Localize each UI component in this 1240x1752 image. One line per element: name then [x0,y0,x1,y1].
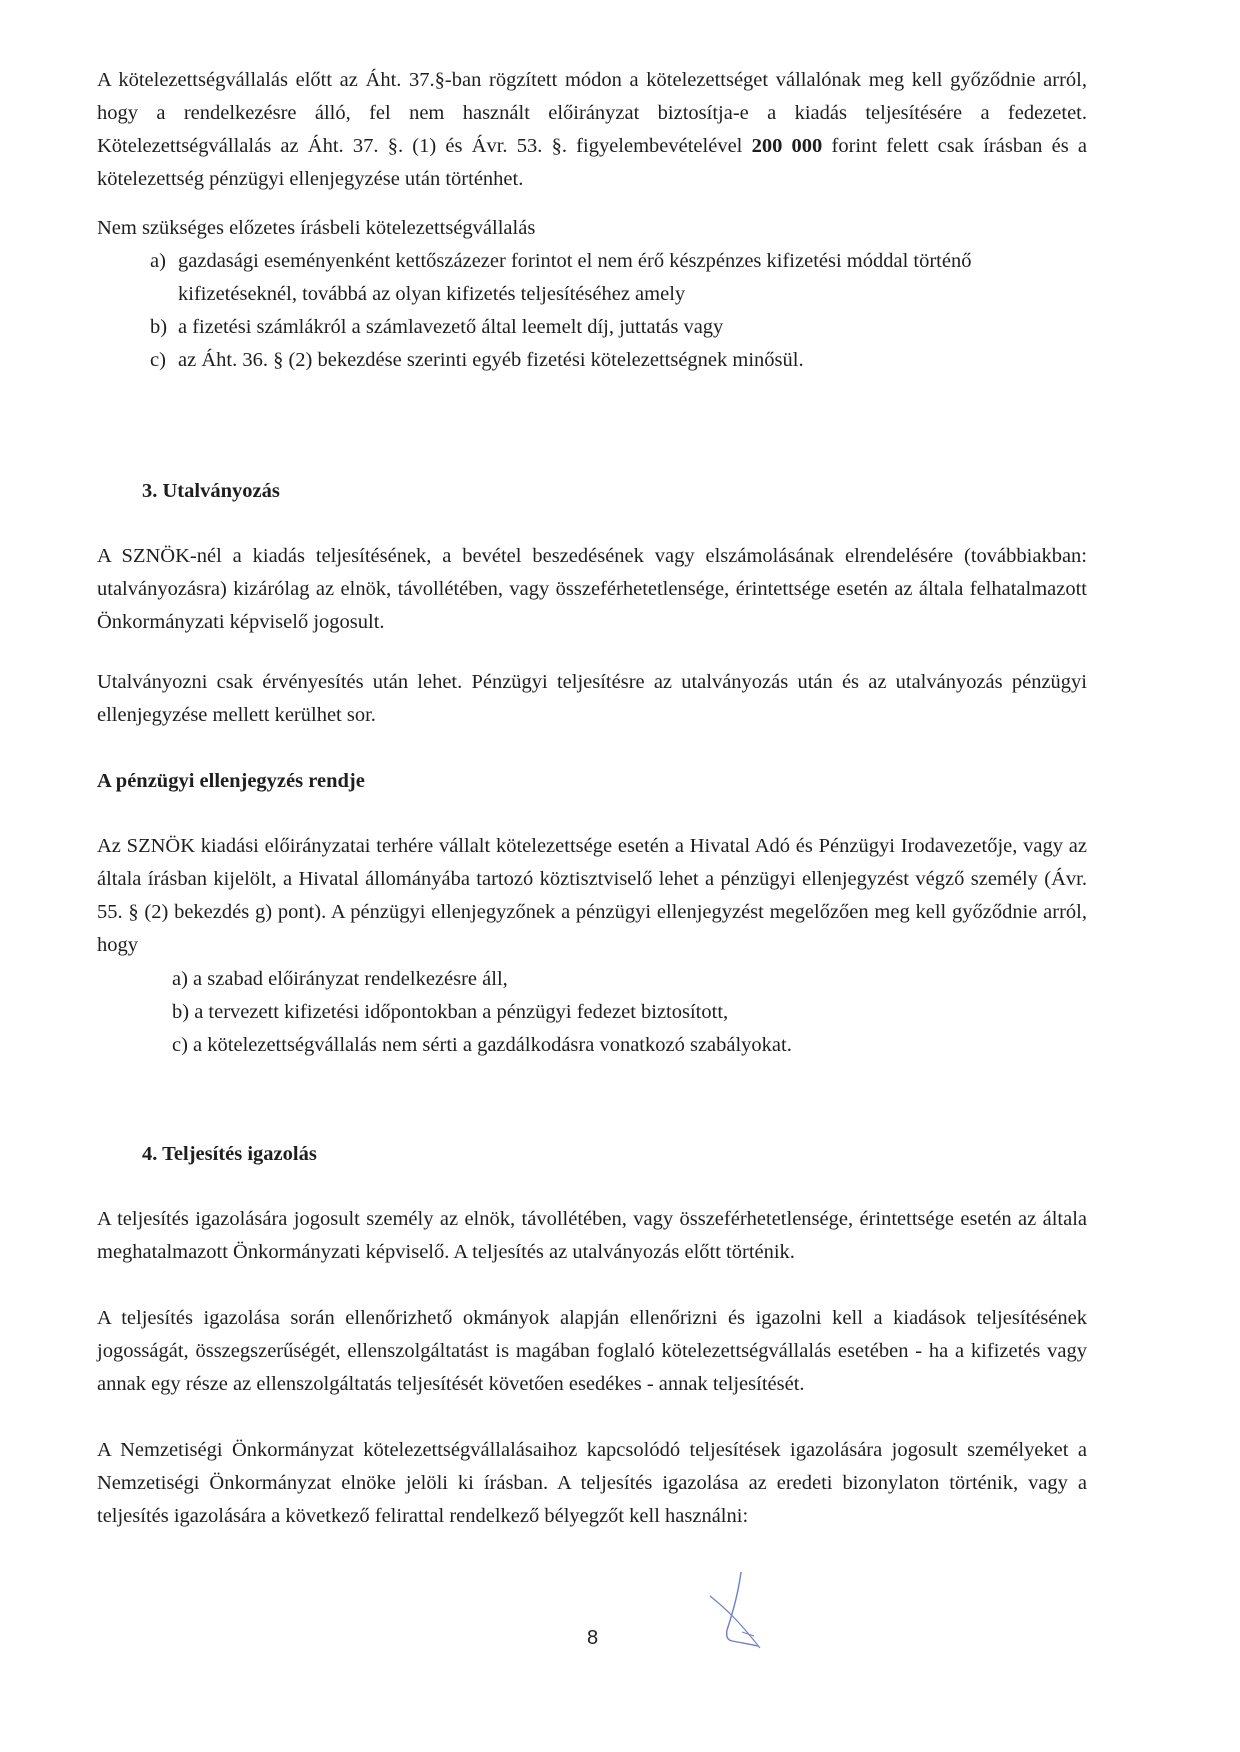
countersign-list [172,963,1072,1062]
list-marker: a) [150,250,166,272]
not-required-intro [97,212,1087,245]
countersign-paragraph-text: Az SZNÖK kiadási előirányzatai terhére vállalt kötelezettsége esetén a Hivatal Adó és Pénzügyi Irodavezetője, vagy az általa írásban kijelölt, a Hivatal állományába tartozó köztisztviselő lehet a pénzügyi ellenjegyzést végző személy (Ávr. 55. § (2) bekezdés g) pont). A pénzügyi ellenjegyzőnek a pénzügyi ellenjegyzést megelőzően meg kell győződnie arról, hogy [97,835,1087,956]
list-item [150,245,1085,311]
section-4-paragraph-3-text: A Nemzetiségi Önkormányzat kötelezettségvállalásaihoz kapcsolódó teljesítések igazolására jogosult személyeket a Nemzetiségi Önkormányzat elnöke jelöli ki írásban. A teljesítés igazolása az eredeti bizonylaton történik, vagy a teljesítés igazolására a következő felirattal rendelkező bélyegzőt kell használni: [97,1439,1087,1527]
list-marker: b) [150,316,168,338]
not-required-intro-text: Nem szükséges előzetes írásbeli kötelezettségvállalás [97,217,536,239]
amount-bold: 200 000 [751,135,823,157]
section-4-heading: 4. Teljesítés igazolás [142,1143,317,1165]
section-3-paragraph-2 [97,666,1087,732]
list-item [150,311,1085,344]
countersign-heading: A pénzügyi ellenjegyzés rendje [97,770,365,792]
countersign-paragraph [97,830,1087,962]
list-item [172,963,1072,996]
intro-paragraph [97,64,1087,196]
section-3-paragraph-1 [97,540,1087,639]
list-item [172,996,1072,1029]
list-text: a) a szabad előirányzat rendelkezésre áll, [172,968,508,990]
list-text: gazdasági eseményenként kettőszázezer forintot el nem érő készpénzes kifizetési móddal történő kifizetéseknél, továbbá az olyan kifizetés teljesítéséhez amely [178,250,972,305]
section-3-paragraph-1-text: A SZNÖK-nél a kiadás teljesítésének, a bevétel beszedésének vagy elszámolásának elrendelésére (továbbiakban: utalványozásra) kizárólag az elnök, távollétében, vagy összeférhetetlensége, érintettsége esetén az általa felhatalmazott Önkormányzati képviselő jogosult. [97,545,1087,633]
section-4-paragraph-2 [97,1302,1087,1401]
list-marker: c) [150,349,166,371]
intro-text: A kötelezettségvállalás előtt az Áht. 37.§-ban rögzített módon a kötelezettséget vállalónak meg kell győződnie arról, hogy a rendelkezésre álló, fel nem használt előirányzat biztosítja-e a kiadás teljesítésére a fedezetet. Kötelezettségvállalás az Áht. 37. §. (1) és Ávr. 53. §. figyelembevételével [97,69,1087,157]
not-required-list [150,245,1085,377]
section-4-paragraph-1-text: A teljesítés igazolására jogosult személy az elnök, távollétében, vagy összeférhetetlensége, érintettsége esetén az általa meghatalmazott Önkormányzati képviselő. A teljesítés az utalványozás előtt történik. [97,1208,1087,1263]
page-number: 8 [587,1627,599,1649]
list-item [150,344,1085,377]
intro-tail: forint felett csak írásban és a kötelezettség pénzügyi ellenjegyzése után történhet. [97,135,1088,190]
list-text: a fizetési számlákról a számlavezető által leemelt díj, juttatás vagy [178,316,724,338]
list-item [172,1029,1072,1062]
list-text: az Áht. 36. § (2) bekezdése szerinti egyéb fizetési kötelezettségnek minősül. [178,349,804,371]
list-text: b) a tervezett kifizetési időpontokban a pénzügyi fedezet biztosított, [172,1001,729,1023]
section-3-heading: 3. Utalványozás [142,480,280,502]
section-4-paragraph-1 [97,1203,1087,1269]
section-4-paragraph-2-text: A teljesítés igazolása során ellenőrizhető okmányok alapján ellenőrizni és igazolni kell a kiadások teljesítésének jogosságát, összegszerűségét, ellenszolgáltatást is magában foglaló kötelezettségvállalás esetében - ha a kifizetés vagy annak egy része az ellenszolgáltatás teljesítését követően esedékes - annak teljesítését. [97,1307,1087,1395]
signature-mark-icon [680,1570,780,1670]
list-text: c) a kötelezettségvállalás nem sérti a gazdálkodásra vonatkozó szabályokat. [172,1034,792,1056]
section-3-paragraph-2-text: Utalványozni csak érvényesítés után lehet. Pénzügyi teljesítésre az utalványozás után és az utalványozás pénzügyi ellenjegyzése mellett kerülhet sor. [97,671,1087,726]
section-4-paragraph-3 [97,1434,1087,1533]
